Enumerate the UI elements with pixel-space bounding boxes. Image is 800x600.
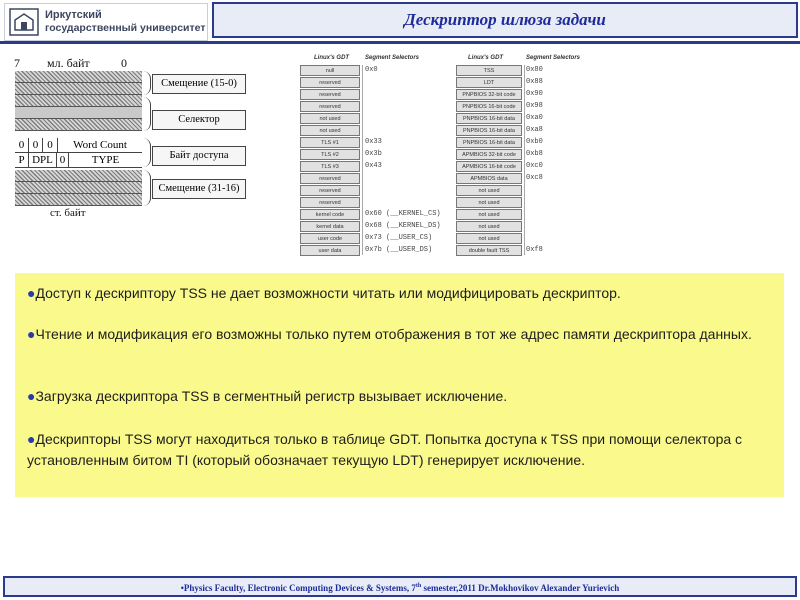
bullet-text: Загрузка дескриптора TSS в сегментный регистр вызывает исключение. bbox=[35, 388, 508, 404]
gdt-left-selector: 0x60 (__KERNEL_CS) bbox=[365, 210, 441, 218]
gdt-right-selector: 0xa8 bbox=[526, 126, 543, 134]
field-offset-low: Смещение (15-0) bbox=[152, 74, 246, 94]
gdt-left-selector: 0x0 bbox=[365, 66, 378, 74]
gdt-right-entry: APMBIOS data bbox=[456, 173, 522, 184]
gdt-right-selector: 0xf8 bbox=[526, 246, 543, 254]
gdt-right-selector: 0xb0 bbox=[526, 138, 543, 146]
footer-sup: th bbox=[415, 583, 422, 589]
gdt-right-selector: 0xc8 bbox=[526, 174, 543, 182]
gdt-left-entry: user code bbox=[300, 233, 360, 244]
low-byte-label: мл. байт bbox=[47, 56, 90, 70]
gdt-right-entry: not used bbox=[456, 209, 522, 220]
gdt-right-entry: double fault TSS bbox=[456, 245, 522, 256]
type-field: TYPE bbox=[91, 154, 120, 166]
gdt-right-col2-header: Segment Selectors bbox=[526, 55, 581, 61]
wc-bit: 0 bbox=[15, 138, 29, 152]
gdt-right-entry: LDT bbox=[456, 77, 522, 88]
gdt-right-entry: TSS bbox=[456, 65, 522, 76]
bullet-paragraph-4 bbox=[27, 429, 779, 471]
bullet-glyph: ● bbox=[27, 431, 36, 447]
bullet-glyph: ● bbox=[27, 326, 36, 342]
dpl-field: DPL bbox=[29, 153, 57, 167]
selector-row-3 bbox=[15, 119, 142, 131]
bullet-glyph: ● bbox=[27, 388, 36, 404]
gdt-table-right bbox=[456, 55, 591, 255]
field-selector: Селектор bbox=[152, 110, 246, 130]
gdt-right-entry: not used bbox=[456, 197, 522, 208]
word-count-field: Word Count bbox=[73, 139, 127, 151]
offset-high-row-3 bbox=[15, 194, 142, 206]
gdt-right-selector: 0xb8 bbox=[526, 150, 543, 158]
bullet-text: Дескрипторы TSS могут находиться только в таблице GDT. Попытка доступа к TSS при помощи селектора с установленным битом TI (который обозначает текущую LDT) генерирует исключение. bbox=[27, 431, 743, 468]
bullet-text-box bbox=[15, 273, 784, 497]
header-divider bbox=[0, 41, 800, 44]
gdt-left-entry: TLS #2 bbox=[300, 149, 360, 160]
gdt-left-selector: 0x43 bbox=[365, 162, 382, 170]
gdt-left-col2-header: Segment Selectors bbox=[365, 55, 420, 61]
gdt-left-entry: not used bbox=[300, 113, 360, 124]
gdt-right-entry: APMBIOS 32-bit code bbox=[456, 149, 522, 160]
gdt-left-selector: 0x7b (__USER_DS) bbox=[365, 246, 433, 254]
gdt-right-entry: PNPBIOS 16-bit data bbox=[456, 137, 522, 148]
footer-post: semester,2011 Dr.Mokhovikov Alexander Yurievich bbox=[421, 583, 620, 593]
gdt-right-selector: 0xc0 bbox=[526, 162, 543, 170]
gdt-right-entry: PNPBIOS 16-bit code bbox=[456, 101, 522, 112]
gdt-left-entry: user data bbox=[300, 245, 360, 256]
gdt-left-entry: reserved bbox=[300, 89, 360, 100]
gdt-left-selector: 0x3b bbox=[365, 150, 382, 158]
gdt-right-entry: APMBIOS 16-bit code bbox=[456, 161, 522, 172]
gdt-left-entry: reserved bbox=[300, 77, 360, 88]
footer-text bbox=[181, 583, 620, 593]
bullet-paragraph-1 bbox=[27, 283, 779, 304]
gdt-right-entry: PNPBIOS 16-bit data bbox=[456, 113, 522, 124]
gdt-left-selector: 0x73 (__USER_CS) bbox=[365, 234, 433, 242]
gdt-right-col1-header: Linux's GDT bbox=[468, 55, 504, 61]
university-seal-icon bbox=[9, 8, 39, 36]
bit-0-label: 0 bbox=[121, 56, 127, 70]
footer-pre: •Physics Faculty, Electronic Computing Devices & Systems, 7 bbox=[180, 583, 416, 593]
access-byte-row bbox=[15, 153, 142, 168]
brace-offset-low bbox=[141, 71, 151, 95]
bullet-paragraph-3 bbox=[27, 386, 779, 407]
bit-7-label: 7 bbox=[14, 56, 20, 70]
brace-offset-high bbox=[141, 170, 151, 206]
gate-descriptor-diagram bbox=[10, 55, 250, 225]
bullet-paragraph-2 bbox=[27, 324, 779, 345]
wc-bit: 0 bbox=[43, 138, 58, 152]
field-offset-high: Смещение (31-16) bbox=[152, 179, 246, 199]
gdt-right-entry: not used bbox=[456, 221, 522, 232]
field-access-byte: Байт доступа bbox=[152, 146, 246, 166]
gdt-left-col1-header: Linux's GDT bbox=[314, 55, 350, 61]
bullet-glyph: ● bbox=[27, 285, 36, 301]
wc-bit: 0 bbox=[29, 138, 43, 152]
gdt-table-left bbox=[300, 55, 445, 255]
slide-footer bbox=[3, 576, 797, 597]
zero-bit: 0 bbox=[57, 153, 69, 167]
gdt-left-entry: TLS #1 bbox=[300, 137, 360, 148]
gdt-right-selector: 0x80 bbox=[526, 66, 543, 74]
gdt-left-entry: reserved bbox=[300, 173, 360, 184]
gdt-left-entry: reserved bbox=[300, 197, 360, 208]
offset-high-row-1 bbox=[15, 170, 142, 182]
gdt-right-selector: 0x90 bbox=[526, 90, 543, 98]
selector-row-1 bbox=[15, 95, 142, 107]
gdt-right-selector: 0x98 bbox=[526, 102, 543, 110]
gdt-left-entry: null bbox=[300, 65, 360, 76]
gdt-left-entry: kernel data bbox=[300, 221, 360, 232]
university-logo bbox=[4, 3, 208, 41]
bullet-text: Чтение и модификация его возможны только путем отображения в тот же адрес памяти дескриптора данных. bbox=[35, 326, 752, 342]
gdt-left-entry: not used bbox=[300, 125, 360, 136]
gdt-left-entry: reserved bbox=[300, 101, 360, 112]
selector-row-2 bbox=[15, 107, 142, 119]
gdt-right-entry: not used bbox=[456, 185, 522, 196]
offset-low-row-1 bbox=[15, 71, 142, 83]
slide-title: Дескриптор шлюза задачи bbox=[404, 10, 606, 29]
gdt-left-entry: kernel code bbox=[300, 209, 360, 220]
gdt-right-entry: PNPBIOS 16-bit data bbox=[456, 125, 522, 136]
gdt-left-entry: TLS #3 bbox=[300, 161, 360, 172]
present-bit: P bbox=[15, 153, 29, 167]
offset-low-row-2 bbox=[15, 83, 142, 95]
slide-header bbox=[0, 0, 800, 44]
brace-selector bbox=[141, 97, 151, 131]
gdt-left-selector: 0x68 (__KERNEL_DS) bbox=[365, 222, 441, 230]
bullet-text: Доступ к дескриптору TSS не дает возможности читать или модифицировать дескриптор. bbox=[35, 285, 621, 301]
gdt-right-column-rule bbox=[524, 65, 525, 255]
word-count-row bbox=[15, 138, 142, 153]
gdt-right-selector: 0xa0 bbox=[526, 114, 543, 122]
gdt-right-selector: 0x88 bbox=[526, 78, 543, 86]
logo-line-1: Иркутский bbox=[45, 9, 102, 21]
title-box bbox=[212, 2, 798, 38]
gdt-right-entry: PNPBIOS 32-bit code bbox=[456, 89, 522, 100]
high-byte-label: ст. байт bbox=[50, 207, 86, 219]
logo-line-2: государственный университет bbox=[45, 22, 206, 34]
gdt-left-entry: reserved bbox=[300, 185, 360, 196]
offset-high-row-2 bbox=[15, 182, 142, 194]
gdt-left-column-rule bbox=[362, 65, 363, 255]
gdt-right-entry: not used bbox=[456, 233, 522, 244]
brace-access bbox=[141, 138, 151, 167]
gdt-left-selector: 0x33 bbox=[365, 138, 382, 146]
